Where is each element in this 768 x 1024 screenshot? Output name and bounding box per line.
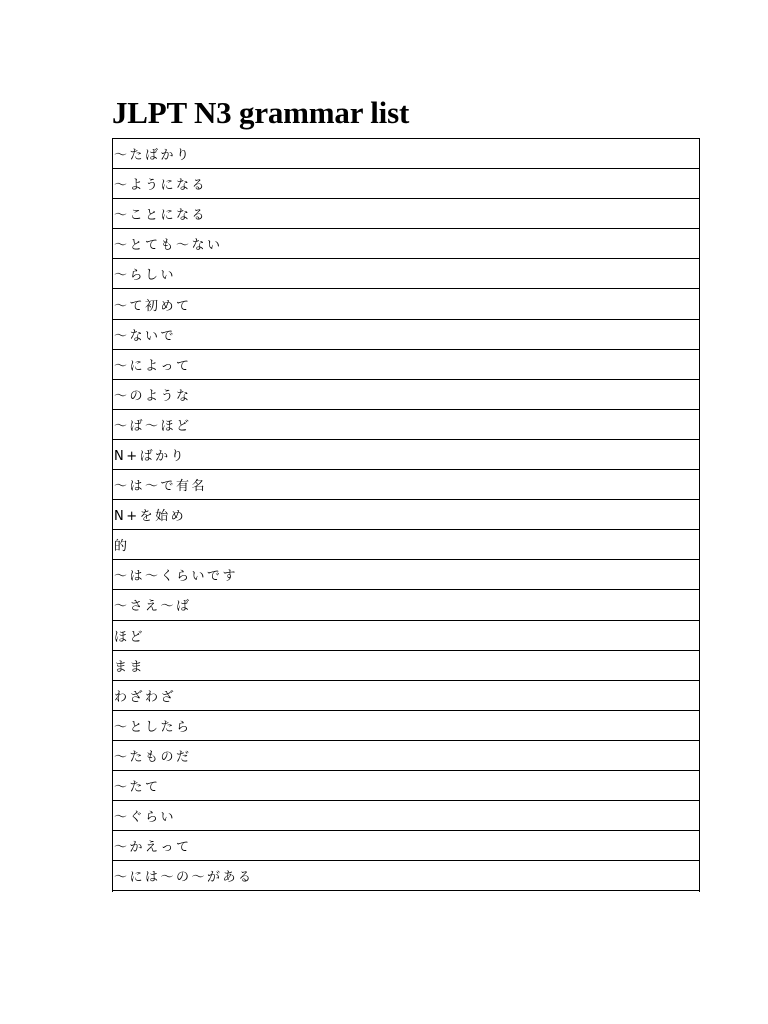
- table-row: ～ぐらい: [113, 801, 699, 831]
- grammar-table: [112, 138, 700, 892]
- table-row: ～は～くらいです: [113, 560, 699, 590]
- table-row: ～て初めて: [113, 289, 699, 319]
- table-row: ～たものだ: [113, 741, 699, 771]
- table-row: ～のような: [113, 380, 699, 410]
- table-row: ～としたら: [113, 711, 699, 741]
- table-row: ～さえ～ば: [113, 590, 699, 620]
- table-row: N+ばかり: [113, 440, 699, 470]
- table-row: わざわざ: [113, 681, 699, 711]
- table-row: ～によって: [113, 350, 699, 380]
- page-title: JLPT N3 grammar list: [112, 95, 410, 130]
- table-row: ～は～で有名: [113, 470, 699, 500]
- table-row: ～たばかり: [113, 139, 699, 169]
- table-row: ～かえって: [113, 831, 699, 861]
- table-row: ～には～の～がある: [113, 861, 699, 891]
- table-row: ～たて: [113, 771, 699, 801]
- table-row: ～ないで: [113, 320, 699, 350]
- table-row: ～ことになる: [113, 199, 699, 229]
- table-row: N+を始め: [113, 500, 699, 530]
- table-row: ほど: [113, 621, 699, 651]
- table-row: まま: [113, 651, 699, 681]
- table-row: ～らしい: [113, 259, 699, 289]
- table-row: ～ようになる: [113, 169, 699, 199]
- table-row: 的: [113, 530, 699, 560]
- table-row: ～ば～ほど: [113, 410, 699, 440]
- table-row: ～とても～ない: [113, 229, 699, 259]
